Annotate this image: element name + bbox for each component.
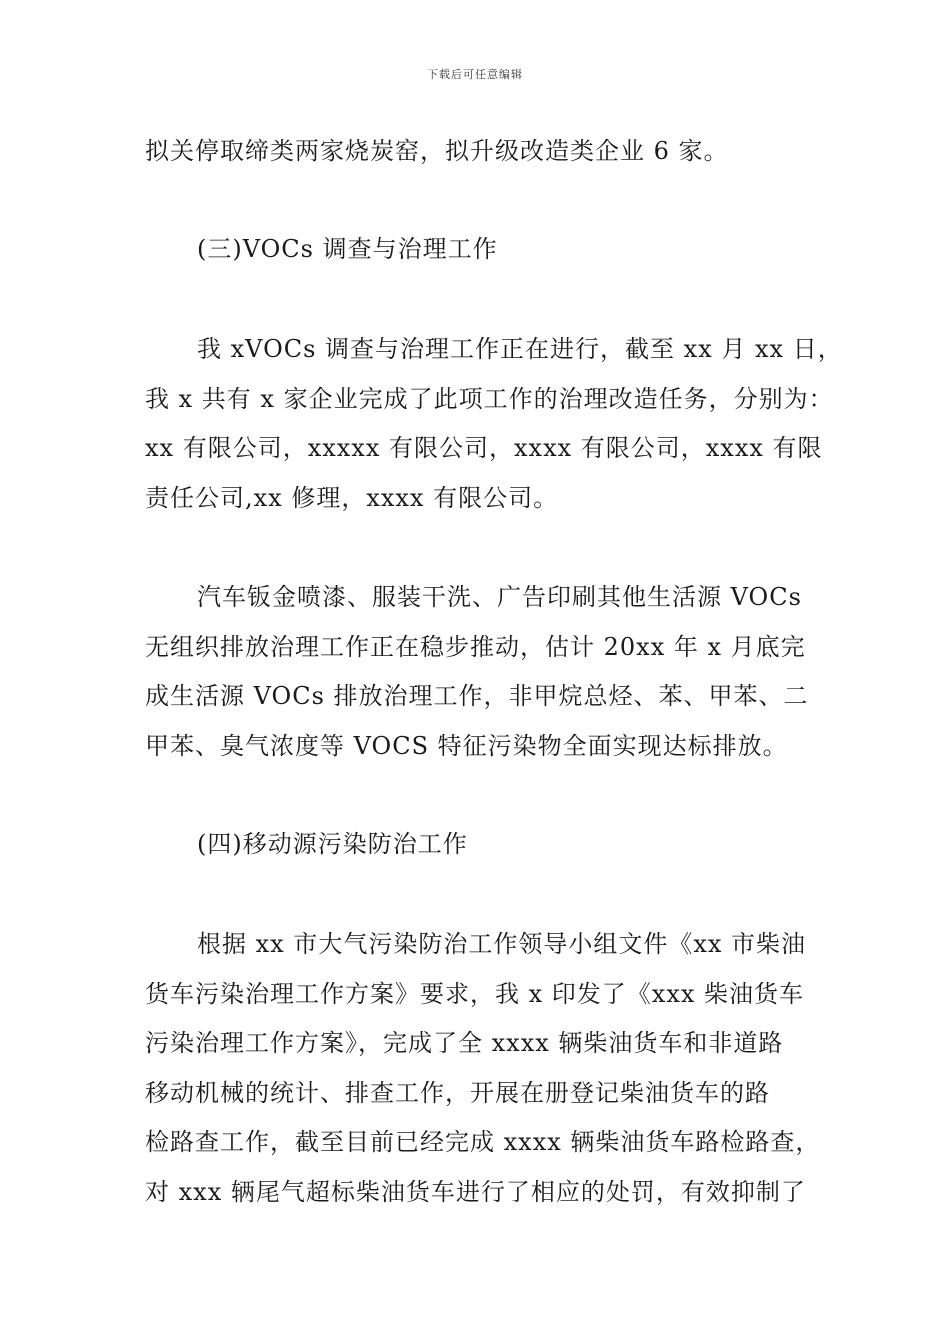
paragraph-line: 拟关停取缔类两家烧炭窑，拟升级改造类企业 6 家。 (145, 137, 729, 165)
paragraph-line: 我 xVOCs 调查与治理工作正在进行，截至 xx 月 xx 日， (197, 335, 843, 363)
paragraph-line: 污染治理工作方案》，完成了全 xxxx 辆柴油货车和非道路 (145, 1029, 784, 1057)
section-heading-4: (四)移动源污染防治工作 (197, 830, 468, 858)
paragraph-line: 汽车钣金喷漆、服装干洗、广告印刷其他生活源 VOCs (197, 583, 802, 611)
paragraph-line: 责任公司,xx 修理，xxxx 有限公司。 (145, 483, 559, 512)
paragraph-line: 甲苯、臭气浓度等 VOCS 特征污染物全面实现达标排放。 (145, 731, 788, 760)
paragraph-4 (145, 920, 825, 1217)
paragraph-line: 根据 xx 市大气污染防治工作领导小组文件《xx 市柴油 (197, 930, 807, 958)
section-heading-3: (三)VOCs 调查与治理工作 (197, 235, 498, 263)
paragraph-line: 移动机械的统计、排查工作，开展在册登记柴油货车的路 (145, 1078, 770, 1107)
paragraph-line: xx 有限公司，xxxxx 有限公司，xxxx 有限公司，xxxx 有限 (145, 434, 823, 462)
paragraph-line: 无组织排放治理工作正在稳步推动，估计 20xx 年 x 月底完 (145, 632, 806, 661)
paragraph-line: 货车污染治理工作方案》要求，我 x 印发了《xxx 柴油货车 (145, 979, 805, 1008)
paragraph-1 (145, 127, 825, 177)
paragraph-2 (145, 325, 843, 523)
header-note: 下载后可任意编辑 (427, 68, 523, 81)
paragraph-line: 对 xxx 辆尾气超标柴油货车进行了相应的处罚，有效抑制了 (145, 1177, 806, 1206)
paragraph-3 (145, 573, 825, 771)
paragraph-line: 我 x 共有 x 家企业完成了此项工作的治理改造任务，分别为： (145, 384, 834, 413)
paragraph-line: 检路查工作，截至目前已经完成 xxxx 辆柴油货车路检路查， (145, 1128, 821, 1156)
paragraph-line: 成生活源 VOCs 排放治理工作，非甲烷总烃、苯、甲苯、二 (145, 682, 809, 710)
